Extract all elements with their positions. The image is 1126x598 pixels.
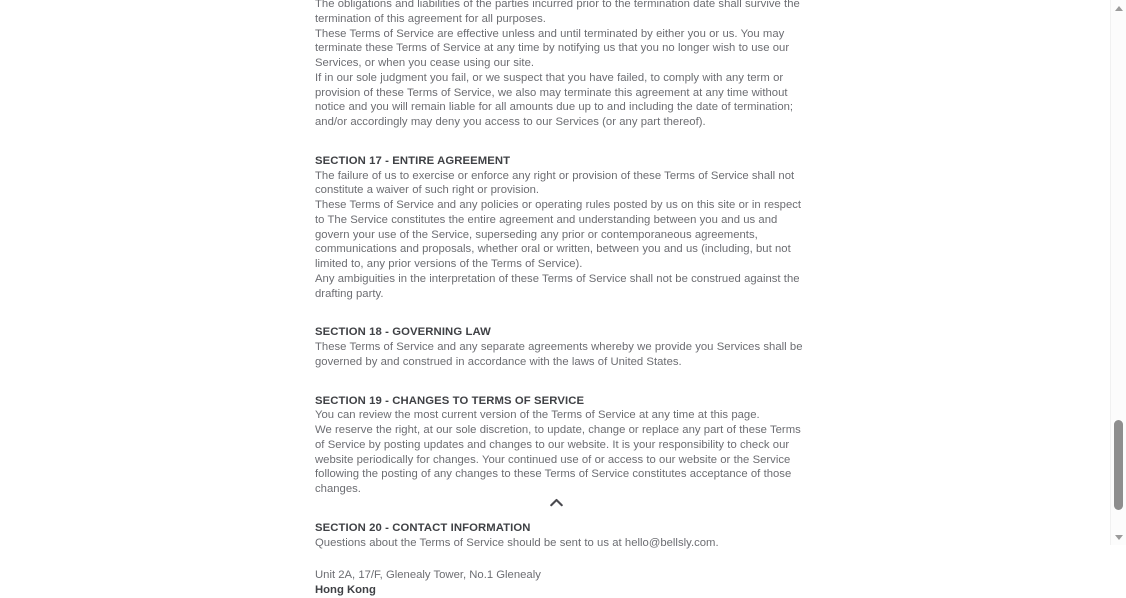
- section-heading: SECTION 20 - CONTACT INFORMATION: [315, 521, 531, 534]
- vertical-scrollbar[interactable]: [1110, 0, 1126, 545]
- triangle-up-icon: [1115, 6, 1123, 11]
- document-section-19: [315, 394, 803, 497]
- scrollbar-up-button[interactable]: [1111, 0, 1126, 16]
- section-heading: SECTION 18 - GOVERNING LAW: [315, 326, 491, 339]
- scroll-to-top-button[interactable]: [541, 489, 571, 515]
- address-line-2: Hong Kong: [315, 584, 376, 596]
- paragraph: These Terms of Service and any separate agreements whereby we provide you Services shall be governed by and construed in accordance with the laws of United States.: [315, 341, 803, 368]
- paragraph: You can review the most current version of the Terms of Service at any time at this page.: [315, 409, 760, 422]
- scrollbar-thumb[interactable]: [1114, 420, 1123, 510]
- paragraph: Any ambiguities in the interpretation of these Terms of Service shall not be construed against the drafting party.: [315, 272, 800, 300]
- document-section-termination: [315, 0, 803, 130]
- paragraph: These Terms of Service are effective unless and until terminated by either you or us. You may terminate these Terms of Service at any time by notifying us that you no longer wish to use our Services, or when you cease using our site.: [315, 27, 790, 69]
- paragraph: The obligations and liabilities of the parties incurred prior to the termination date shall survive the termination of this agreement for all purposes.: [315, 0, 800, 25]
- document-section-20: [315, 521, 803, 598]
- document-section-17: [315, 154, 803, 302]
- section-heading: SECTION 17 - ENTIRE AGREEMENT: [315, 154, 511, 167]
- document-section-18: [315, 325, 803, 369]
- triangle-down-icon: [1115, 535, 1123, 540]
- paragraph: The failure of us to exercise or enforce any right or provision of these Terms of Service shall not constitute a waiver of such right or provision.: [315, 169, 795, 197]
- address-line-1: Unit 2A, 17/F, Glenealy Tower, No.1 Glenealy: [315, 569, 541, 582]
- paragraph: If in our sole judgment you fail, or we suspect that you have failed, to comply with any term or provision of these Terms of Service, we also may terminate this agreement at any time without notice and you will remain liable for all amounts due up to and including the date of termination; and/or accordingly may deny you access to our Services (or any part thereof).: [315, 71, 794, 128]
- contact-address: [315, 568, 803, 598]
- section-heading: SECTION 19 - CHANGES TO TERMS OF SERVICE: [315, 394, 585, 407]
- scrollbar-down-button[interactable]: [1111, 529, 1126, 545]
- paragraph: These Terms of Service and any policies or operating rules posted by us on this site or in respect to The Service constitutes the entire agreement and understanding between you and us and govern your use of the Service, superseding any prior or contemporaneous agreements, communications and proposals, whether oral or written, between you and us (including, but not limited to, any prior versions of the Terms of Service).: [315, 199, 802, 270]
- scrollbar-track[interactable]: [1111, 16, 1126, 529]
- paragraph: We reserve the right, at our sole discretion, to update, change or replace any part of these Terms of Service by posting updates and changes to our website. It is your responsibility to check our website periodically for changes. Your continued use of or access to our website or the Service following the posting of any changes to these Terms of Service constitutes acceptance of those changes.: [315, 424, 801, 495]
- chevron-up-icon: [550, 498, 563, 507]
- paragraph-contact-email: Questions about the Terms of Service should be sent to us at hello@bellsly.com.: [315, 536, 719, 549]
